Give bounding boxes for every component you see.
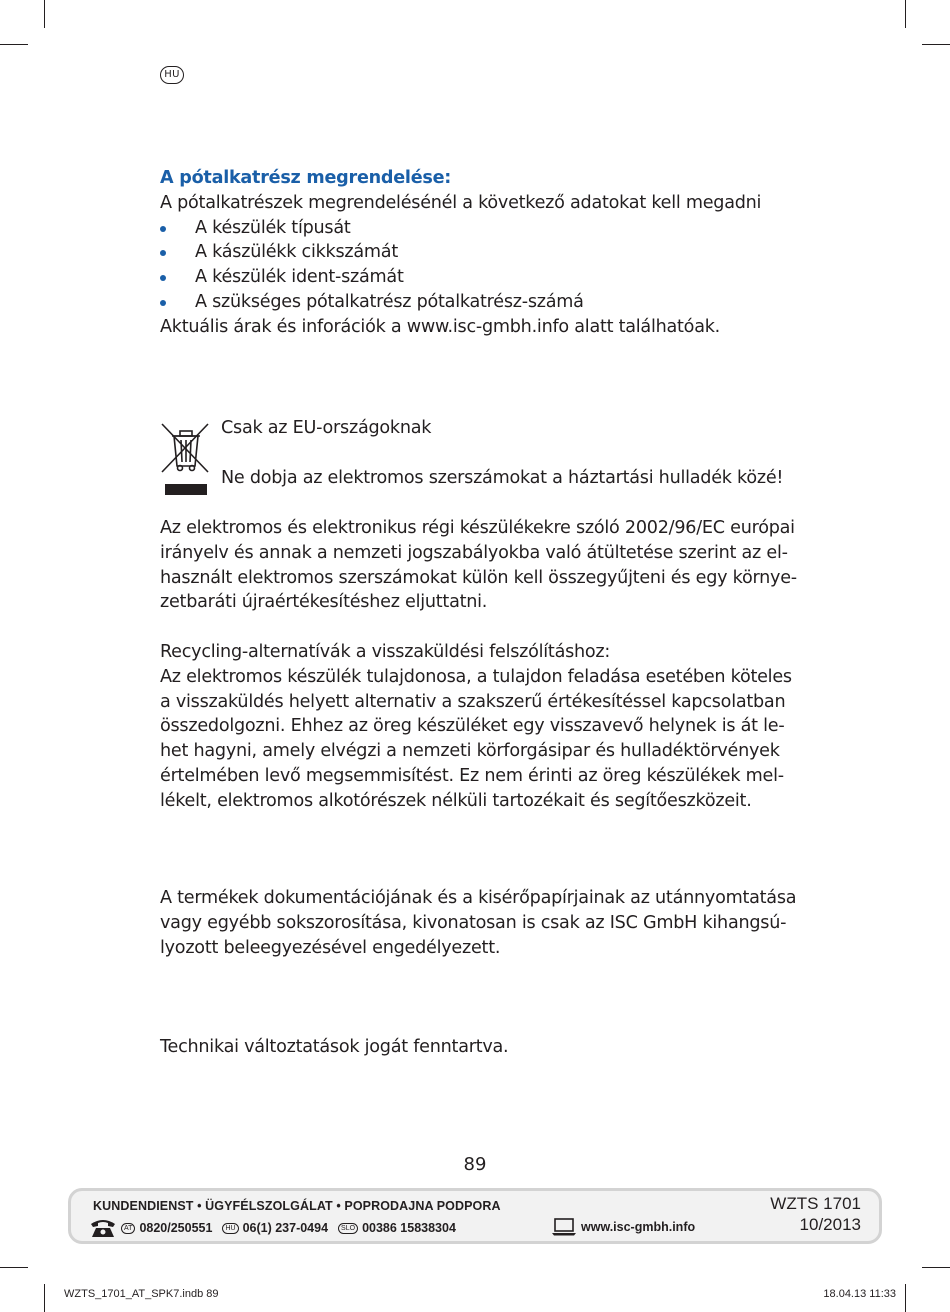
list-item: A készülék ident-számát [160, 265, 800, 290]
crop-mark [922, 1267, 950, 1268]
model-date: 10/2013 [799, 1215, 861, 1234]
page-number: 89 [463, 1154, 487, 1175]
crop-mark [44, 0, 45, 28]
bullet-icon [160, 250, 166, 256]
spare-parts-section [160, 166, 800, 340]
crop-mark [905, 1284, 906, 1312]
phone-number[interactable]: 0820/250551 [139, 1221, 213, 1235]
disposal-warning: Ne dobja az elektromos szerszámokat a háztartási hulladék közé! [221, 468, 784, 488]
directive-paragraph: Az elektromos és elektronikus régi készülékekre szóló 2002/96/EC európai irányelv és annak a nemzeti jogszabályokba való átültetése szerint az el- használt elektromos szerszámokat külön kell összegyűjteni és egy környe- zetbaráti újraértékesítéshez eljuttatni. [160, 518, 797, 613]
service-footer [68, 1188, 882, 1244]
phone-number[interactable]: 06(1) 237-0494 [242, 1221, 329, 1235]
website-row [551, 1218, 695, 1236]
model-code: WZTS 1701 [770, 1194, 861, 1213]
website-link[interactable]: www.isc-gmbh.info [581, 1220, 696, 1234]
list-item: A kászülékk cikkszámát [160, 240, 800, 265]
country-badge: AT [121, 1223, 135, 1234]
crop-mark [44, 1284, 45, 1312]
crop-mark [922, 44, 950, 45]
list-item: A készülék típusát [160, 216, 800, 241]
service-phones [89, 1218, 456, 1238]
intro-text: A pótalkatrészek megrendelésénél a következő adatokat kell megadni [160, 192, 762, 213]
country-badge: HU [222, 1223, 238, 1234]
section-heading: A pótalkatrész megrendelése: [160, 168, 452, 188]
phone-number[interactable]: 00386 15838304 [362, 1221, 456, 1235]
language-badge: HU [160, 66, 184, 84]
country-badge: SLO [338, 1223, 358, 1234]
phone-icon [89, 1218, 117, 1238]
info-text: Aktuális árak és inforációk a www.isc-gmbh.info alatt találhatóak. [160, 316, 721, 337]
service-title: KUNDENDIENST • ÜGYFÉLSZOLGÁLAT • POPRODAJNA PODPORA [93, 1199, 501, 1213]
copyright-paragraph: A termékek dokumentációjának és a kisérőpapírjainak az utánnyomtatása vagy egyébb sokszorosítása, kivonatosan is csak az ISC GmbH kihangsú- lyozott beleegyezésével engedélyezett. [160, 888, 797, 958]
laptop-icon [551, 1218, 577, 1236]
list-item: A szükséges pótalkatrész pótalkatrész-számá [160, 290, 800, 315]
bullet-icon [160, 300, 166, 306]
bullet-icon [160, 226, 166, 232]
bullet-list [160, 216, 800, 315]
eu-only-text: Csak az EU-országoknak [221, 418, 432, 438]
technical-changes-note: Technikai változtatások jogát fenntartva. [160, 1037, 509, 1057]
print-slug-timestamp: 18.04.13 11:33 [823, 1288, 896, 1300]
crop-mark [0, 1267, 28, 1268]
recycling-paragraph: Recycling-alternatívák a visszaküldési felszólításhoz: Az elektromos készülék tulajdonosa, a tulajdon feladása esetében köteles a visszaküldés helyett alternativ a szakszerű értékesítéssel kapcsolatban összedolgozni. Ehhez az öreg készüléket egy visszavevő helynek is át le- het hagyni, amely elvégzi a nemzeti körforgásipar és hulladéktörvények értelmében levő megsemmisítést. Ez nem érinti az öreg készülékek mel- lékelt, elektromos alkotórészek nélküli tartozékait és segítőeszközeit. [160, 642, 792, 811]
crossed-bin-icon [160, 420, 212, 498]
print-slug-file: WZTS_1701_AT_SPK7.indb 89 [64, 1288, 219, 1300]
crop-mark [905, 0, 906, 28]
bullet-icon [160, 275, 166, 281]
crop-mark [0, 44, 28, 45]
